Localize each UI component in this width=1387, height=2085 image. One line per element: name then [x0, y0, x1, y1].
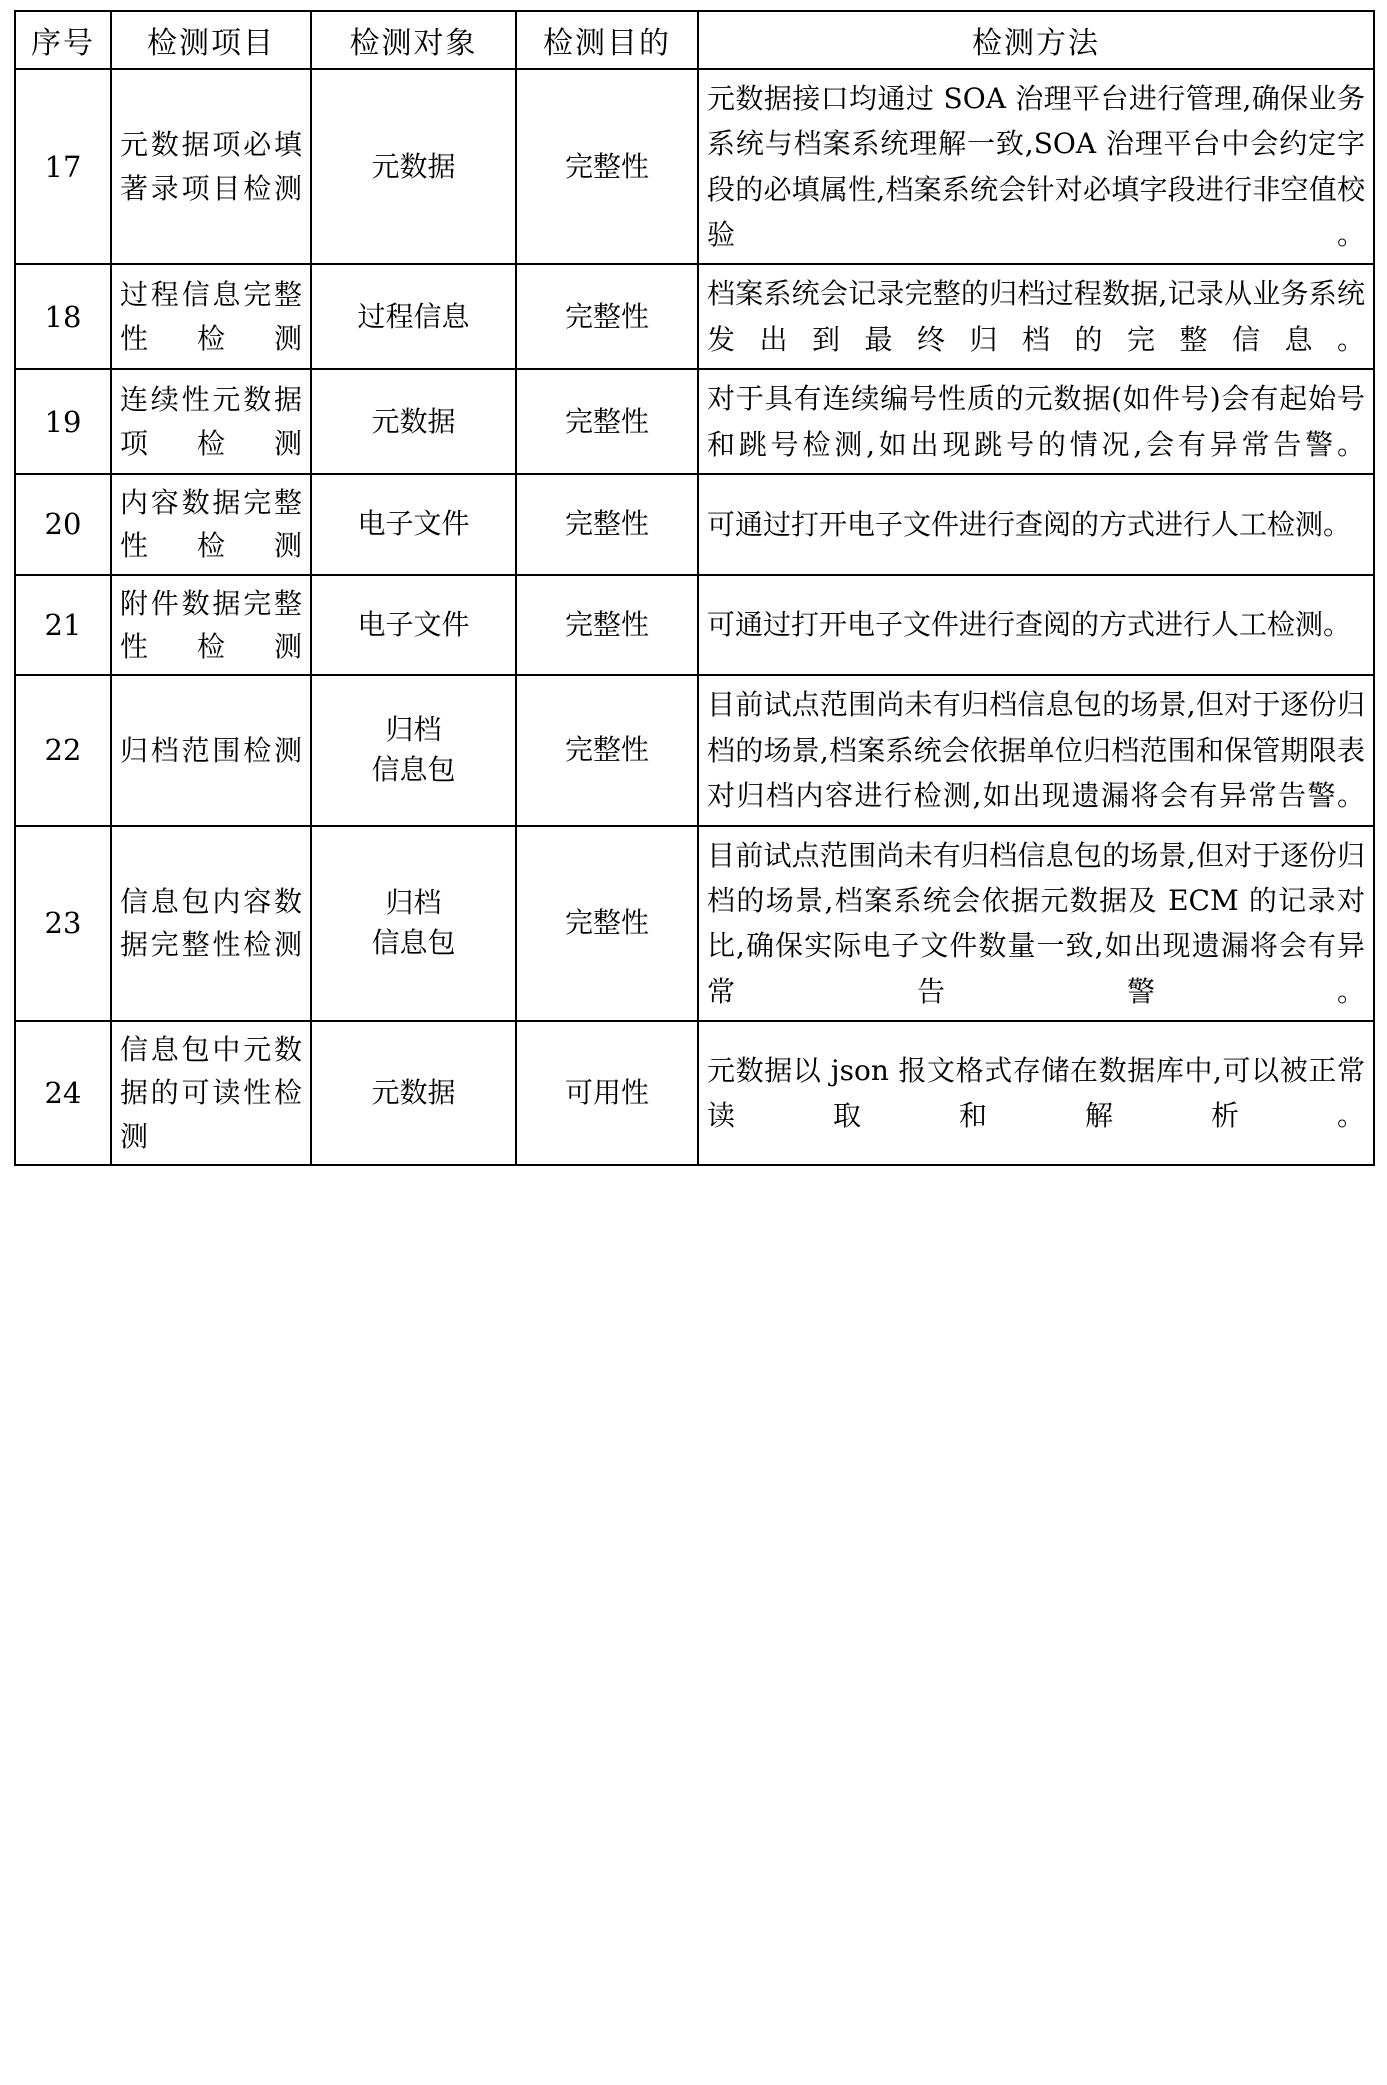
cell-item: 信息包内容数据完整性检测 [111, 826, 311, 1021]
cell-purpose: 完整性 [516, 474, 698, 575]
cell-item: 信息包中元数据的可读性检测 [111, 1021, 311, 1165]
cell-item: 元数据项必填著录项目检测 [111, 69, 311, 264]
cell-item: 附件数据完整性检测 [111, 575, 311, 676]
column-header-method: 检测方法 [698, 11, 1374, 69]
cell-purpose: 完整性 [516, 575, 698, 676]
cell-seq: 23 [15, 826, 111, 1021]
cell-item: 内容数据完整性检测 [111, 474, 311, 575]
cell-object: 元数据 [311, 369, 516, 474]
cell-purpose: 完整性 [516, 826, 698, 1021]
column-header-purpose: 检测目的 [516, 11, 698, 69]
cell-purpose: 可用性 [516, 1021, 698, 1165]
cell-object: 过程信息 [311, 264, 516, 369]
column-header-object: 检测对象 [311, 11, 516, 69]
table-row [15, 675, 1374, 825]
cell-item: 连续性元数据项检测 [111, 369, 311, 474]
table-body [15, 69, 1374, 1165]
cell-seq: 24 [15, 1021, 111, 1165]
column-header-item: 检测项目 [111, 11, 311, 69]
cell-object-line2: 信息包 [371, 753, 456, 787]
table-row [15, 264, 1374, 369]
cell-seq: 17 [15, 69, 111, 264]
table-row [15, 474, 1374, 575]
cell-purpose: 完整性 [516, 675, 698, 825]
cell-method: 元数据以 json 报文格式存储在数据库中,可以被正常读取和解析。 [698, 1021, 1374, 1165]
cell-object: 电子文件 [311, 474, 516, 575]
cell-object: 元数据 [311, 69, 516, 264]
cell-object-line1: 归档 [385, 885, 442, 919]
table-row [15, 826, 1374, 1021]
cell-method: 档案系统会记录完整的归档过程数据,记录从业务系统发出到最终归档的完整信息。 [698, 264, 1374, 369]
table-row [15, 575, 1374, 676]
cell-object [311, 675, 516, 825]
cell-method: 元数据接口均通过 SOA 治理平台进行管理,确保业务系统与档案系统理解一致,SOA 治理平台中会约定字段的必填属性,档案系统会针对必填字段进行非空值校验。 [698, 69, 1374, 264]
cell-method: 目前试点范围尚未有归档信息包的场景,但对于逐份归档的场景,档案系统会依据元数据及 ECM 的记录对比,确保实际电子文件数量一致,如出现遗漏将会有异常告警。 [698, 826, 1374, 1021]
cell-method: 可通过打开电子文件进行查阅的方式进行人工检测。 [698, 474, 1374, 575]
cell-method: 对于具有连续编号性质的元数据(如件号)会有起始号和跳号检测,如出现跳号的情况,会有异常告警。 [698, 369, 1374, 474]
cell-object: 电子文件 [311, 575, 516, 676]
inspection-table [14, 10, 1375, 1166]
cell-seq: 18 [15, 264, 111, 369]
cell-item: 归档范围检测 [111, 675, 311, 825]
cell-object-line2: 信息包 [371, 926, 456, 960]
table-row [15, 369, 1374, 474]
cell-seq: 20 [15, 474, 111, 575]
cell-object: 元数据 [311, 1021, 516, 1165]
cell-seq: 21 [15, 575, 111, 676]
cell-purpose: 完整性 [516, 69, 698, 264]
cell-seq: 19 [15, 369, 111, 474]
cell-purpose: 完整性 [516, 369, 698, 474]
cell-object-line1: 归档 [385, 712, 442, 746]
table-row [15, 1021, 1374, 1165]
cell-method: 目前试点范围尚未有归档信息包的场景,但对于逐份归档的场景,档案系统会依据单位归档范围和保管期限表对归档内容进行检测,如出现遗漏将会有异常告警。 [698, 675, 1374, 825]
table-header [15, 11, 1374, 69]
cell-item: 过程信息完整性检测 [111, 264, 311, 369]
column-header-seq: 序号 [15, 11, 111, 69]
cell-purpose: 完整性 [516, 264, 698, 369]
cell-object [311, 826, 516, 1021]
table-header-row [15, 11, 1374, 69]
cell-seq: 22 [15, 675, 111, 825]
table-row [15, 69, 1374, 264]
cell-method: 可通过打开电子文件进行查阅的方式进行人工检测。 [698, 575, 1374, 676]
